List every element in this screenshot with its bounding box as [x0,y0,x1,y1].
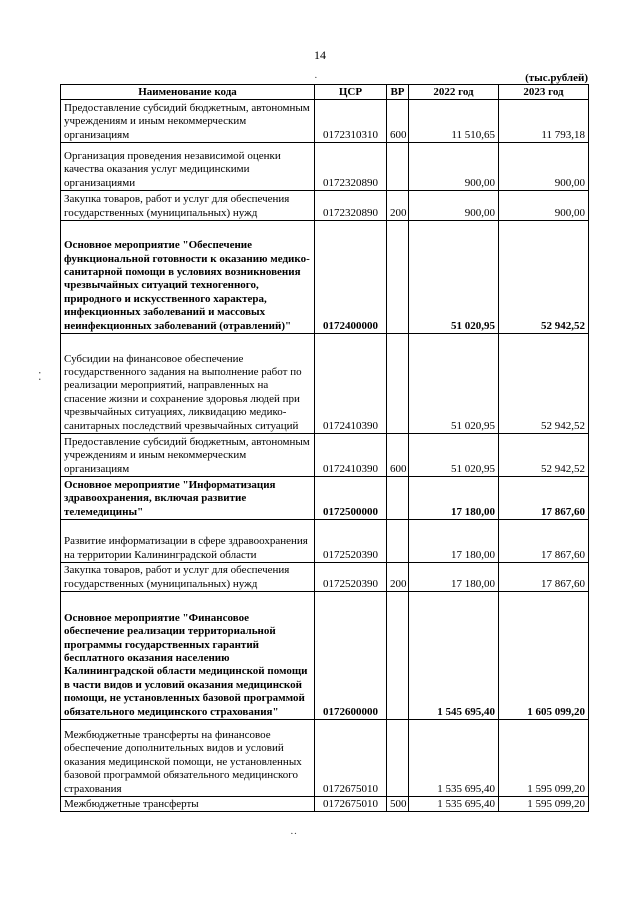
row-csr-cell: 0172600000 [315,592,387,720]
row-csr-cell: 0172310310 [315,100,387,143]
row-csr-cell: 0172675010 [315,720,387,797]
row-2022-cell: 51 020,95 [409,334,499,434]
scan-speck: ⁚ [38,371,42,383]
row-2022-cell: 17 180,00 [409,477,499,520]
table-row [61,334,589,434]
row-name-cell: Предоставление субсидий бюджетным, автономным учреждениям и иным некоммерческим организациям [61,100,315,143]
units-label: (тыс.рублей) [525,72,588,84]
row-csr-cell: 0172410390 [315,434,387,477]
row-name-cell: Основное мероприятие "Обеспечение функциональной готовности к оказанию медико-санитарной помощи в условиях возникновения чрезвычайных ситуаций техногенного, природного и искусственного характера, инфекционных заболеваний и массовых неинфекционных заболеваний (отравлений)" [61,221,315,334]
row-2023-cell: 1 605 099,20 [499,592,589,720]
row-csr-cell: 0172400000 [315,221,387,334]
budget-table [60,84,589,812]
row-name-cell: Организация проведения независимой оценки качества оказания услуг медицинскими организациями [61,143,315,191]
scan-speck: · [314,72,318,84]
row-name-cell: Закупка товаров, работ и услуг для обеспечения государственных (муниципальных) нужд [61,191,315,221]
row-2022-cell: 900,00 [409,191,499,221]
table-row [61,720,589,797]
header-csr: ЦСР [315,85,387,100]
header-vr: ВР [387,85,409,100]
row-2023-cell: 900,00 [499,191,589,221]
row-vr-cell [387,520,409,563]
row-name-cell: Межбюджетные трансферты [61,797,315,812]
table-row [61,100,589,143]
row-2022-cell: 11 510,65 [409,100,499,143]
row-vr-cell [387,221,409,334]
table-row [61,797,589,812]
row-2023-cell: 11 793,18 [499,100,589,143]
row-2023-cell: 17 867,60 [499,477,589,520]
row-vr-cell: 200 [387,563,409,592]
row-vr-cell: 600 [387,100,409,143]
scan-speck: ·· [290,828,298,840]
table-row [61,143,589,191]
row-2022-cell: 51 020,95 [409,221,499,334]
header-2023: 2023 год [499,85,589,100]
row-vr-cell: 600 [387,434,409,477]
row-vr-cell: 200 [387,191,409,221]
row-vr-cell [387,143,409,191]
page-number: 14 [314,48,326,62]
row-vr-cell [387,592,409,720]
row-2023-cell: 17 867,60 [499,563,589,592]
table-header-row [61,85,589,100]
row-name-cell: Основное мероприятие "Финансовое обеспечение реализации территориальной программы государственных гарантий бесплатного оказания населению Калининградской области медицинской помощи в части видов и условий оказания медицинской помощи, не установленных базовой программой обязательного медицинского страхования" [61,592,315,720]
row-2022-cell: 1 535 695,40 [409,797,499,812]
row-2023-cell: 52 942,52 [499,434,589,477]
row-csr-cell: 0172675010 [315,797,387,812]
header-name: Наименование кода [61,85,315,100]
row-csr-cell: 0172410390 [315,334,387,434]
row-name-cell: Развитие информатизации в сфере здравоохранения на территории Калининградской области [61,520,315,563]
table-row [61,191,589,221]
table-row [61,434,589,477]
row-vr-cell: 500 [387,797,409,812]
table-row [61,592,589,720]
table-row [61,520,589,563]
row-2023-cell: 900,00 [499,143,589,191]
row-2022-cell: 51 020,95 [409,434,499,477]
table-row [61,477,589,520]
row-csr-cell: 0172520390 [315,520,387,563]
row-name-cell: Закупка товаров, работ и услуг для обеспечения государственных (муниципальных) нужд [61,563,315,592]
row-csr-cell: 0172320890 [315,143,387,191]
header-2022: 2022 год [409,85,499,100]
row-2023-cell: 1 595 099,20 [499,797,589,812]
row-name-cell: Предоставление субсидий бюджетным, автономным учреждениям и иным некоммерческим организациям [61,434,315,477]
table-row [61,563,589,592]
row-vr-cell [387,477,409,520]
row-2023-cell: 52 942,52 [499,334,589,434]
row-2023-cell: 52 942,52 [499,221,589,334]
row-name-cell: Межбюджетные трансферты на финансовое обеспечение дополнительных видов и условий оказания медицинской помощи, не установленных базовой программой обязательного медицинского страхования [61,720,315,797]
table-row [61,221,589,334]
row-2022-cell: 17 180,00 [409,520,499,563]
row-name-cell: Основное мероприятие "Информатизация здравоохранения, включая развитие телемедицины" [61,477,315,520]
row-2022-cell: 900,00 [409,143,499,191]
row-vr-cell [387,720,409,797]
row-vr-cell [387,334,409,434]
row-csr-cell: 0172520390 [315,563,387,592]
row-2022-cell: 17 180,00 [409,563,499,592]
row-name-cell: Субсидии на финансовое обеспечение государственного задания на выполнение работ по реализации мероприятий, направленных на спасение жизни и сохранение здоровья людей при чрезвычайных ситуациях, ликвидацию медико-санитарных последствий чрезвычайных ситуаций [61,334,315,434]
row-csr-cell: 0172500000 [315,477,387,520]
row-csr-cell: 0172320890 [315,191,387,221]
row-2022-cell: 1 535 695,40 [409,720,499,797]
row-2023-cell: 17 867,60 [499,520,589,563]
row-2023-cell: 1 595 099,20 [499,720,589,797]
row-2022-cell: 1 545 695,40 [409,592,499,720]
